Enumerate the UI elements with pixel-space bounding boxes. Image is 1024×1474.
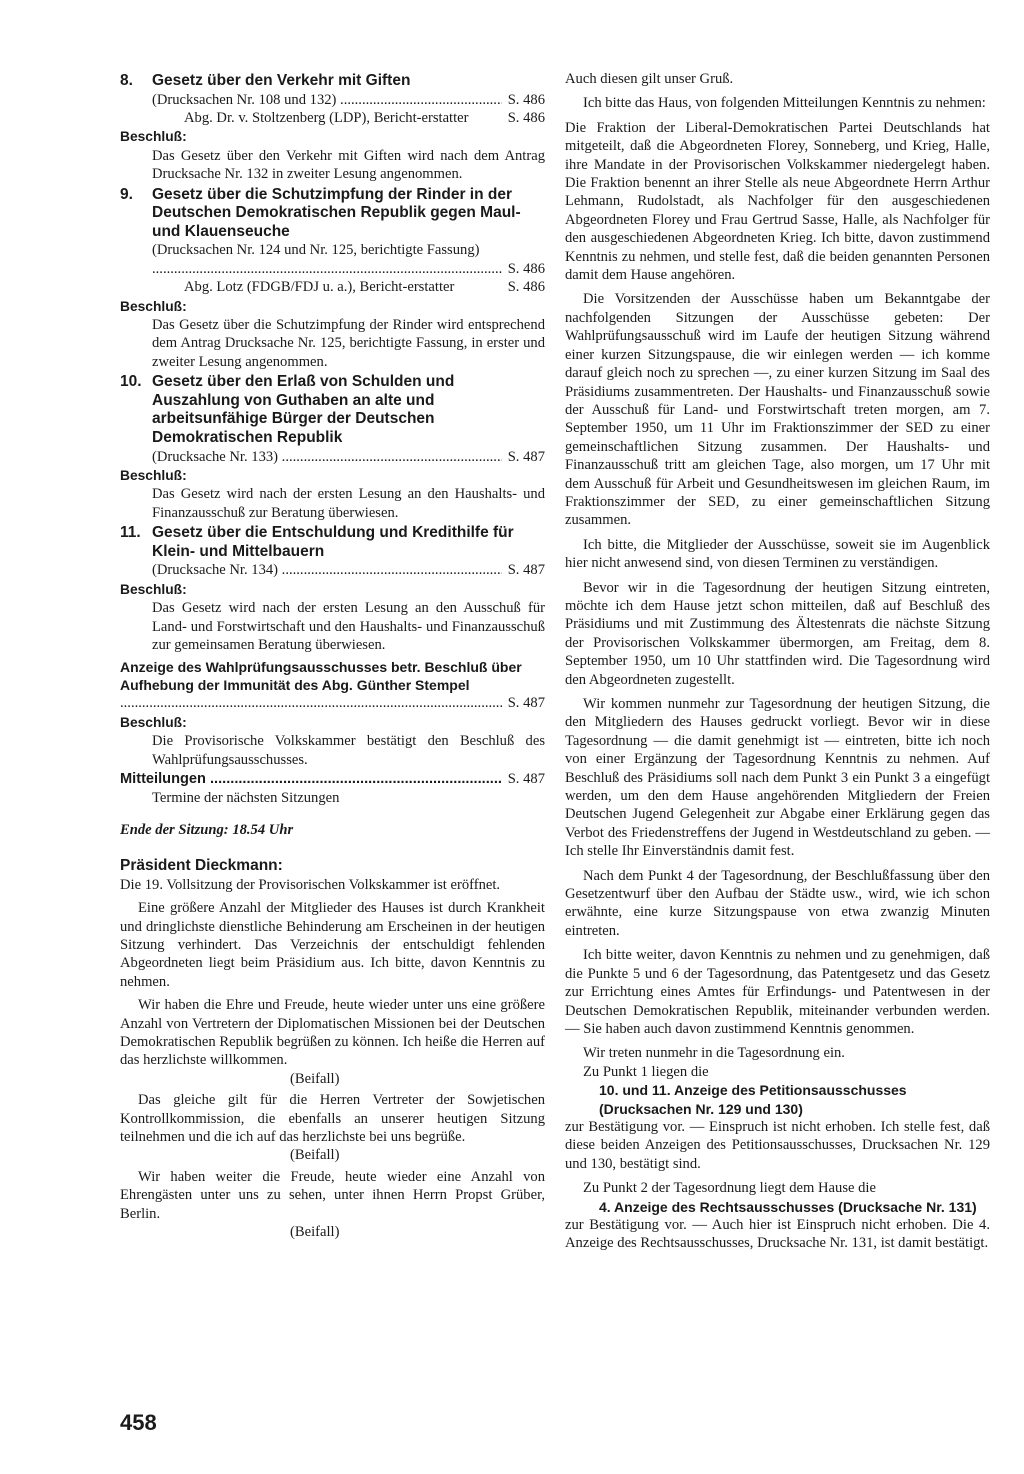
beschluss-text: Das Gesetz wird nach der ersten Lesung an den Haushalts- und Finanzausschuß zur Beratung überwiesen. [152,486,545,521]
agenda-reference-docs: (Drucksachen Nr. 129 und 130) [599,1100,803,1117]
beschluss-text: Das Gesetz über die Schutzimpfung der Rinder wird entsprechend dem Antrag Drucksache Nr. 125, berichtigte Fassung, in erster und zweiter Lesung angenommen. [152,317,545,370]
speech-paragraph: Wir treten nunmehr in die Tagesordnung ein. [583,1045,845,1062]
mitteilungen-sub: Termine der nächsten Sitzungen [152,789,340,806]
agenda-reference: 10. und 11. Anzeige des Petitionsausschusses [599,1082,907,1099]
speech-paragraph: Nach dem Punkt 4 der Tagesordnung, der Beschlußfassung über den Gesetzentwurf über den Aufbau der Städte usw., wird, wie ich schon erwähnte, eine kurze Sitzungspause von etwa zwanzig Minuten eintreten. [565,867,990,939]
item-title: Gesetz über den Erlaß von Schulden und Auszahlung von Guthaben an alte und arbeitsunfähige Bürger der Deutschen Demokratischen Republik [152,373,455,447]
speech-paragraph: Ich bitte das Haus, von folgenden Mitteilungen Kenntnis zu nehmen: [583,95,986,112]
item-title: Gesetz über den Verkehr mit Giften [152,72,411,89]
item-page: S. 487 [507,562,545,579]
item-reference: (Drucksache Nr. 133) ..... [152,448,502,466]
item-page: S. 487 [507,448,545,465]
speech-paragraph: Bevor wir in die Tagesordnung der heutigen Sitzung eintreten, möchte ich dem Hause jetzt schon mitteilen, daß auf Beschluß des Präsidiums und mit Zustimmung des Ältestenrats die nächste Sitzung der Provisorischen Volkskammer übermorgen, am Freitag, dem 8. September 1950, um 10 Uhr stattfinden wird. Die Tagesordnung wird den Abgeordneten zugestellt. [565,579,990,688]
item-title: Gesetz über die Entschuldung und Kredithilfe für Klein- und Mittelbauern [152,524,514,560]
beschluss-label: Beschluß: [120,714,187,730]
speech-paragraph: Zu Punkt 1 liegen die [583,1063,709,1080]
beschluss-text: Das Gesetz wird nach der ersten Lesung an den Ausschuß für Land- und Forstwirtschaft und den Haushalts- und Finanzausschuß zur gemeinsamen Beratung überwiesen. [152,600,545,654]
speech-paragraph: Auch diesen gilt unser Gruß. [565,71,734,87]
item-page: S. 486 [507,91,545,108]
speech-paragraph: Wir haben die Ehre und Freude, heute wieder unter uns eine größere Anzahl von Vertretern der Diplomatischen Missionen bei der Deutschen Demokratischen Republik begrüßen zu können. Ich heiße die Herren auf das herzlichste willkommen. [120,997,545,1069]
item-rapporteur-page: S. 486 [507,279,545,296]
speech-paragraph: Die 19. Vollsitzung der Provisorischen Volkskammer ist eröffnet. [120,876,501,893]
agenda-item [120,186,545,372]
agenda-item [120,373,545,522]
mitteilungen-title: Mitteilungen ..... [120,770,502,788]
applause: (Beifall) [290,1147,340,1164]
session-end: Ende der Sitzung: 18.54 Uhr [120,821,294,838]
speech-paragraph: Zu Punkt 2 der Tagesordnung liegt dem Hause die [583,1180,876,1197]
beschluss-label: Beschluß: [120,468,187,484]
applause: (Beifall) [290,1070,340,1087]
item-reference: (Drucksachen Nr. 124 und Nr. 125, berichtigte Fassung) ..... [152,241,502,278]
anzeige-title: Anzeige des Wahlprüfungsausschusses betr. Beschluß über Aufhebung der Immunität des Abg. Günther Stempel [120,659,522,694]
item-number: 9. [120,185,133,203]
beschluss-label: Beschluß: [120,581,187,597]
speech-paragraph: Ich bitte, die Mitglieder der Ausschüsse, soweit sie im Augenblick hier nicht anwesend sind, von diesen Terminen zu verständigen. [565,536,990,572]
item-page: S. 486 [507,260,545,277]
left-column [120,70,545,1244]
beschluss-text: Das Gesetz über den Verkehr mit Giften wird nach dem Antrag Drucksache Nr. 132 in zweiter Lesung angenommen. [152,147,545,183]
speech-paragraph: Die Vorsitzenden der Ausschüsse haben um Bekanntgabe der nachfolgenden Sitzungen der Ausschüsse gebeten: Der Wahlprüfungsausschuß wird im Laufe der heutigen Sitzung während einer kurzen Sitzungspause, die wir einlegen werden — ich komme darauf gleich noch zu sprechen —, zu einer kurzen Sitzung im Saal des Präsidiums zusammentreten. Der Haushalts- und Finanzausschuß sowie der Ausschuß für Land- und Forstwirtschaft treten morgen, am 7. September 1950, um 11 Uhr im Fraktionszimmer der SED zu einer gemeinschaftlichen Sitzung zusammen. Der Haushalts- und Finanzausschuß tritt am gleichen Tage, also morgen, um 17 Uhr mit dem Ausschuß für Arbeit und Gesundheitswesen im gleichen Raum, im Fraktionszimmer der SED, zu einer gemeinschaftlichen Sitzung zusammen. [565,291,990,529]
page-number: 458 [120,1410,157,1435]
beschluss-label: Beschluß: [120,129,187,145]
item-number: 11. [120,524,141,542]
speech-paragraph: Wir haben weiter die Freude, heute wieder eine Anzahl von Ehrengästen unter uns zu sehen, unter ihnen Herrn Propst Grüber, Berlin. [120,1168,545,1222]
agenda-item [120,72,545,184]
applause: (Beifall) [290,1224,340,1241]
speech-paragraph: Die Fraktion der Liberal-Demokratischen Partei Deutschlands hat mitgeteilt, daß die Abgeordneten Florey, Sonneberg, und Krieg, Halle, ihre Mandate in der Provisorischen Volkskammer niedergelegt haben. Die Fraktion benennt an ihrer Stelle als neue Abgeordnete Herrn Arthur Lehmann, Rudolstadt, als Nachfolger für den ausgeschiedenen Abgeordneten Florey und Frau Gertrud Sasse, Halle, als Nachfolger für den ausgeschiedenen Abgeordneten Krieg. Ich bitte, davon zustimmend Kenntnis zu nehmen, und stelle fest, daß die beiden genannten Personen damit dem Hause angehören. [565,119,990,284]
beschluss-label: Beschluß: [120,298,187,314]
item-rapporteur: Abg. Dr. v. Stoltzenberg (LDP), Bericht-erstatter [184,110,469,126]
speech-paragraph: Wir kommen nunmehr zur Tagesordnung der heutigen Sitzung, die den Mitgliedern des Hauses gedruckt vorliegt. Bevor wir in diese Tagesordnung — die damit genehmigt ist — eintreten, bitte ich noch von einer Ergänzung der Tagesordnung Kenntnis zu nehmen. Auf Beschluß des Präsidiums soll nach dem Punkt 3 ein Punkt 3 a eingefügt werden, um den dem Hause angehörenden Mitgliedern der Freien Deutschen Jugend Gelegenheit zur Abgabe einer Erklärung gegen das Verbot des Friedenstreffens der Jugend in Westdeutschland zu geben. — Ich stelle Ihr Einverständnis damit fest. [565,696,990,860]
agenda-reference: 4. Anzeige des Rechtsausschusses [599,1198,835,1215]
agenda-reference-docs: (Drucksache Nr. 131) [838,1198,977,1215]
speech-paragraph: Das gleiche gilt für die Herren Vertreter der Sowjetischen Kontrollkommission, die ebenfalls an unserer heutigen Sitzung teilnehmen und die ich auf das herzlichste bei uns begrüße. [120,1092,545,1145]
item-number: 8. [120,72,133,89]
agenda-item [120,524,545,654]
item-rapporteur-page: S. 486 [507,110,545,126]
item-reference: (Drucksachen Nr. 108 und 132) ..... [152,91,502,109]
right-column [565,70,990,1259]
speech-paragraph: Ich bitte weiter, davon Kenntnis zu nehmen und zu genehmigen, daß die Punkte 5 und 6 der Tagesordnung, das Patentgesetz und das Gesetz zur Errichtung eines Amtes für Erfindungs- und Patentwesen in der Deutschen Demokratischen Republik, miteinander verbunden werden. — Sie haben auch davon zustimmend Kenntnis genommen. [565,947,990,1037]
item-title: Gesetz über die Schutzimpfung der Rinder in der Deutschen Demokratischen Republik gegen Maul- und Klauenseuche [152,185,521,240]
item-rapporteur: Abg. Lotz (FDGB/FDJ u. a.), Bericht-erstatter [184,279,455,296]
speech-paragraph: Eine größere Anzahl der Mitglieder des Hauses ist durch Krankheit und dringlichste dienstliche Behinderung am Erscheinen in der heutigen Sitzung verhindert. Das Verzeichnis der entschuldigt fehlenden Abgeordneten liegt beim Präsidium aus. Ich bitte, davon Kenntnis zu nehmen. [120,900,545,990]
anzeige-section [120,658,545,769]
speech-paragraph: zur Bestätigung vor. — Einspruch ist nicht erhoben. Ich stelle fest, daß diese beiden Anzeigen des Petitionsausschusses, Drucksachen Nr. 129 und 130, bestätigt sind. [565,1118,990,1172]
anzeige-page: S. 487 [507,695,545,712]
speech-paragraph: zur Bestätigung vor. — Auch hier ist Einspruch nicht erhoben. Die 4. Anzeige des Rechtsausschusses, Drucksache Nr. 131, ist damit bestätigt. [565,1216,990,1252]
mitteilungen-section [120,770,545,807]
item-number: 10. [120,373,142,391]
beschluss-text: Die Provisorische Volkskammer bestätigt den Beschluß des Wahlprüfungsausschusses. [152,733,545,768]
item-reference: (Drucksache Nr. 134) ..... [152,561,502,579]
mitteilungen-page: S. 487 [507,771,545,788]
speaker-name: Präsident Dieckmann: [120,857,283,875]
